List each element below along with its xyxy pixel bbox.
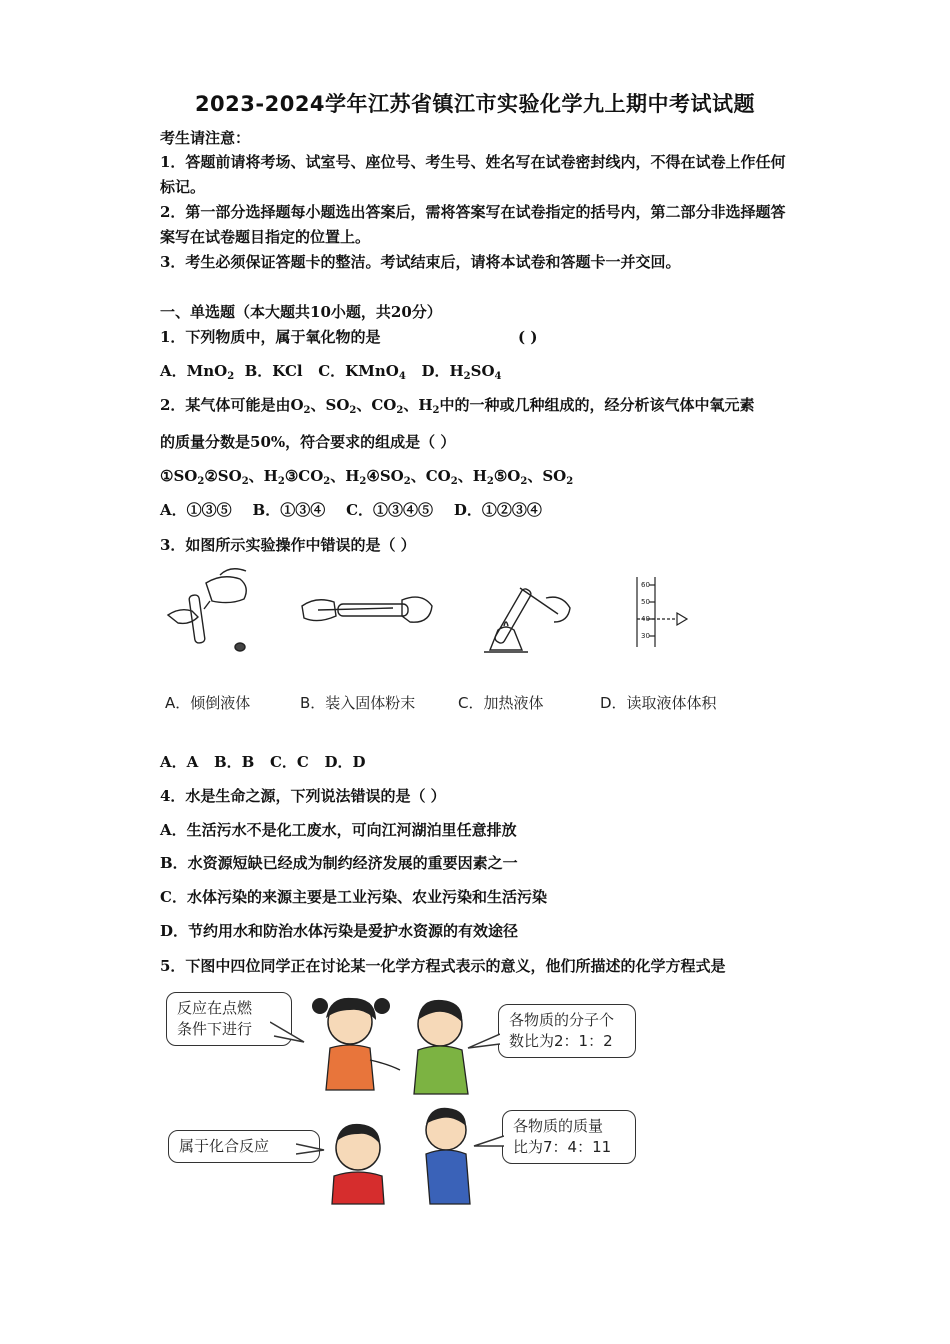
notice-heading: 考生请注意： xyxy=(160,129,251,147)
q1-options: A．MnO$_2$ B．KCl C．KMnO$_4$ D．$H_2SO_4$ xyxy=(160,362,502,382)
graduated-cylinder-illustration xyxy=(625,575,700,650)
student-boy-1-illustration xyxy=(400,990,490,1100)
q5-stem: 5．下图中四位同学正在讨论某一化学方程式表示的意义，他们所描述的化学方程式是 xyxy=(160,957,726,975)
scale-label: 60 xyxy=(641,581,650,589)
speech-bubble-1: 反应在点燃 条件下进行 xyxy=(166,992,292,1046)
section-heading: 一、单选题（本大题共10小题，共20分） xyxy=(160,303,442,321)
scale-label: 50 xyxy=(641,598,650,606)
notice-item-2: 2．第一部分选择题每小题选出答案后，需将答案写在试卷指定的括号内，第二部分非选择题答案写在试卷题目指定的位置上。 xyxy=(160,203,786,246)
figure-caption-d: D．读取液体体积 xyxy=(600,694,717,712)
speech-bubble-2: 各物质的分子个 数比为2：1：2 xyxy=(498,1004,636,1058)
notice-item-1: 1．答题前请将考场、试室号、座位号、考生号、姓名写在试卷密封线内，不得在试卷上作任何标记。 xyxy=(160,153,786,196)
q4-option-b: B．水资源短缺已经成为制约经济发展的重要因素之一 xyxy=(160,854,518,872)
speech-bubble-4: 各物质的质量 比为7：4：11 xyxy=(502,1110,636,1164)
q1-stem: 1．下列物质中，属于氧化物的是 xyxy=(160,328,381,346)
q2-stem-line2: 的质量分数是50%，符合要求的组成是（ ） xyxy=(160,433,456,451)
q4-option-a: A．生活污水不是化工废水，可向江河湖泊里任意排放 xyxy=(160,821,517,839)
q2-stem-line1: 2．某气体可能是由$O_2$、$SO_2$、$CO_2$、$H_2$中的一种或几种组成的，经分析该气体中氧元素 xyxy=(160,396,755,416)
heating-liquid-illustration xyxy=(480,568,580,658)
notice-item-3: 3．考生必须保证答题卡的整洁。考试结束后，请将本试卷和答题卡一并交回。 xyxy=(160,253,681,271)
pour-liquid-illustration xyxy=(160,565,260,660)
powder-loading-illustration xyxy=(298,582,438,642)
figure-caption-b: B．装入固体粉末 xyxy=(300,694,416,712)
figure-caption-c: C．加热液体 xyxy=(458,694,544,712)
student-boy-3-illustration xyxy=(410,1100,490,1208)
figure-caption-a: A．倾倒液体 xyxy=(165,694,251,712)
q4-stem: 4．水是生命之源，下列说法错误的是（ ） xyxy=(160,787,446,805)
page-title: 2023-2024学年江苏省镇江市实验化学九上期中考试试题 xyxy=(194,92,756,116)
scale-label: 40 xyxy=(641,615,650,623)
scale-label: 30 xyxy=(641,632,650,640)
q4-option-d: D．节约用水和防治水体污染是爱护水资源的有效途径 xyxy=(160,922,519,940)
q4-option-c: C．水体污染的来源主要是工业污染、农业污染和生活污染 xyxy=(160,888,547,906)
student-girl-illustration xyxy=(300,990,405,1100)
q2-combinations: $①SO_2②SO_2$、$H_2③CO_2$、$H_2④SO_2$、$CO_2$、$H_2⑤O_2$、$SO_2$ xyxy=(160,467,574,487)
q1-answer-paren: ( ) xyxy=(518,328,538,346)
q2-options: A．①③⑤ B．①③④ C．①③④⑤ D．①②③④ xyxy=(160,501,542,519)
q3-options: A．A B．B C．C D．D xyxy=(160,753,366,771)
speech-bubble-3: 属于化合反应 xyxy=(168,1130,320,1163)
q3-stem: 3．如图所示实验操作中错误的是（ ） xyxy=(160,536,416,554)
student-boy-2-illustration xyxy=(318,1118,398,1208)
